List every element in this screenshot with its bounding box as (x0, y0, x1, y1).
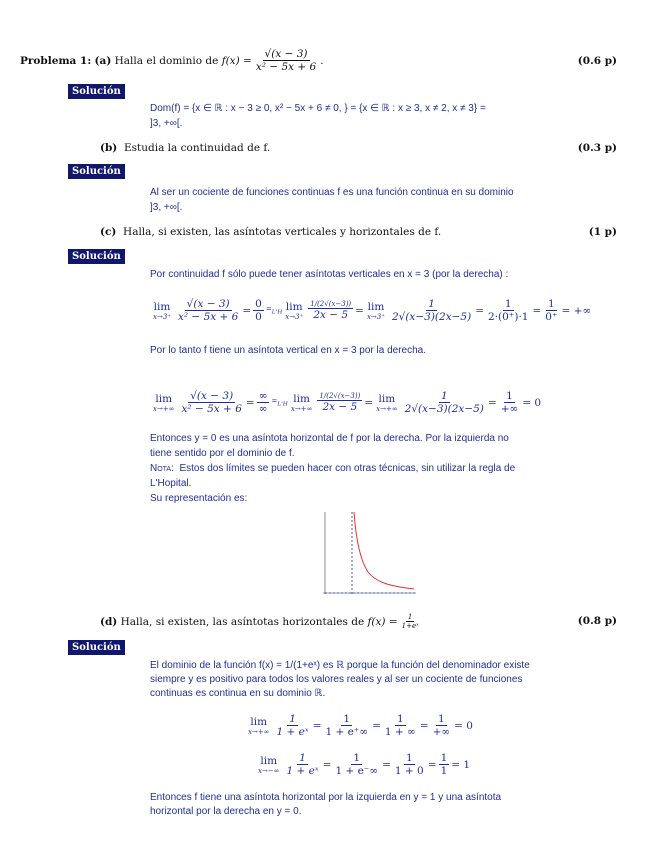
horizontal-limit-equation: lim x→+∞ $\frac{√(x - 3)}{\text{x² − 5x + 6}}$ = $\frac{\infty}{\infty}$ $=_{L'H}$ lim x→+∞ $\frac{1/(2√(x-3))}{2x - 5}$ = lim x→+∞ $\frac{1}{2√(x-3)(2x-5)}$ = $\frac{1}{+\infty}$ = 0 (153, 390, 542, 416)
problem-a-statement: Problema 1: (a) Halla el dominio de f(x) = $\frac{√(x - 3)}{\text{x² − 5x + 6}}$ . (20, 48, 324, 74)
part-a-formula: f(x) = (221, 54, 252, 67)
limit-minus-infinity-equation: lim x→−∞ $\frac{1}{\text{1 + eˣ}}$ = $\frac{1}{1 + e^-\infty}$ = $\frac{1}{1 + 0}$ = $\frac{1}{1}$ = 1 (258, 752, 471, 778)
sol-a-line1: Dom(f) = {x ∈ ℝ : x − 3 ≥ 0, x² − 5x + 6 ≠ 0, } = {x ∈ ℝ : x ≥ 3, x ≠ 2, x ≠ 3} = (150, 103, 486, 114)
sol-d-conclusion-2: horizontal por la derecha en y = 0. (150, 806, 302, 817)
part-a-fraction: $\frac{√(x - 3)}{\text{x² − 5x + 6}}$ (255, 48, 317, 74)
part-c-text: Halla, si existen, las asíntotas verticales y horizontales de f. (123, 226, 442, 238)
function-graph (318, 510, 418, 598)
part-c-tag: (c) (100, 226, 117, 238)
sol-c-nota (150, 462, 515, 476)
part-d-formula: f(x) = (367, 615, 398, 628)
nota-text: Estos dos límites se pueden hacer con otras técnicas, sin utilizar la regla de (179, 463, 516, 474)
part-d-text: Halla, si existen, las asíntotas horizontales de (120, 615, 365, 628)
problem-d-statement: (d) Halla, si existen, las asíntotas horizontales de f(x) = $\frac{1}{\text{1+eˣ}}$ (100, 613, 419, 631)
sol-d-line3: continuas es continua en su dominio ℝ. (150, 688, 326, 699)
sol-c-intro: Por continuidad f sólo puede tener asíntotas verticales en x = 3 (por la derecha) : (150, 269, 509, 280)
problem-b-statement (100, 142, 270, 154)
sol-d-conclusion-1: Entonces f tiene una asíntota horizontal por la izquierda en y = 1 y una asíntota (150, 792, 502, 803)
solucion-c-badge: Solución (68, 249, 125, 264)
part-a-text: Halla el dominio de (114, 54, 219, 67)
sol-b-line2: ]3, +∞[. (150, 202, 183, 213)
problem-label: Problema 1: (20, 54, 92, 67)
problem-c-statement (100, 226, 441, 238)
part-c-points: (1 p) (588, 226, 617, 238)
nota-label: Nota: (150, 463, 174, 474)
part-a-points: (0.6 p) (577, 55, 617, 67)
sol-d-line1: El dominio de la función f(x) = 1/(1+eˣ) es ℝ porque la función del denominador existe (150, 660, 530, 671)
part-b-text: Estudia la continuidad de f. (123, 142, 271, 154)
part-b-tag: (b) (100, 142, 118, 154)
sol-c-nota-2: L'Hopital. (150, 478, 192, 489)
sol-c-vertical: Por lo tanto f tiene un asíntota vertical en x = 3 por la derecha. (150, 345, 427, 356)
sol-b-line1: Al ser un cociente de funciones continuas f es una función continua en su dominio (150, 187, 514, 198)
part-d-tag: (d) (100, 615, 118, 628)
part-b-points: (0.3 p) (577, 142, 617, 154)
sol-a-line2: ]3, +∞[. (150, 118, 183, 129)
limit-plus-infinity-equation: lim x→+∞ $\frac{1}{\text{1 + eˣ}}$ = $\frac{1}{1 + e^+\infty}$ = $\frac{1}{1 + \infty}$ = $\frac{1}{+\infty}$ = 0 (248, 713, 473, 739)
sol-c-horizontal-2: tiene sentido por el dominio de f. (150, 448, 295, 459)
solucion-b-badge: Solución (68, 164, 125, 179)
sol-c-representacion: Su representación es: (150, 493, 248, 504)
function-curve (354, 512, 414, 589)
sol-c-horizontal-1: Entonces y = 0 es una asíntota horizontal de f por la derecha. Por la izquierda no (150, 433, 509, 444)
solucion-d-badge: Solución (68, 640, 125, 655)
part-a-tag: (a) (94, 54, 112, 67)
part-d-points: (0.8 p) (577, 615, 617, 627)
solucion-a-badge: Solución (68, 84, 125, 99)
sol-d-line2: siempre y es positivo para todos los valores reales y al ser un cociente de funciones (150, 674, 523, 685)
vertical-limit-equation: lim x→3⁺ $\frac{√(x - 3)}{\text{x² − 5x + 6}}$ = $\frac{0}{0}$ $=_{L'H}$ lim x→3⁺ $\frac{1/(2√(x-3))}{2x - 5}$ = lim x→3⁺ $\frac{1}{2√(x-3)(2x-5)}$ = $\frac{1}{2\cdot(0^+)\cdot 1}$ = $\frac{1}{0^+}$ = +∞ (153, 298, 592, 324)
